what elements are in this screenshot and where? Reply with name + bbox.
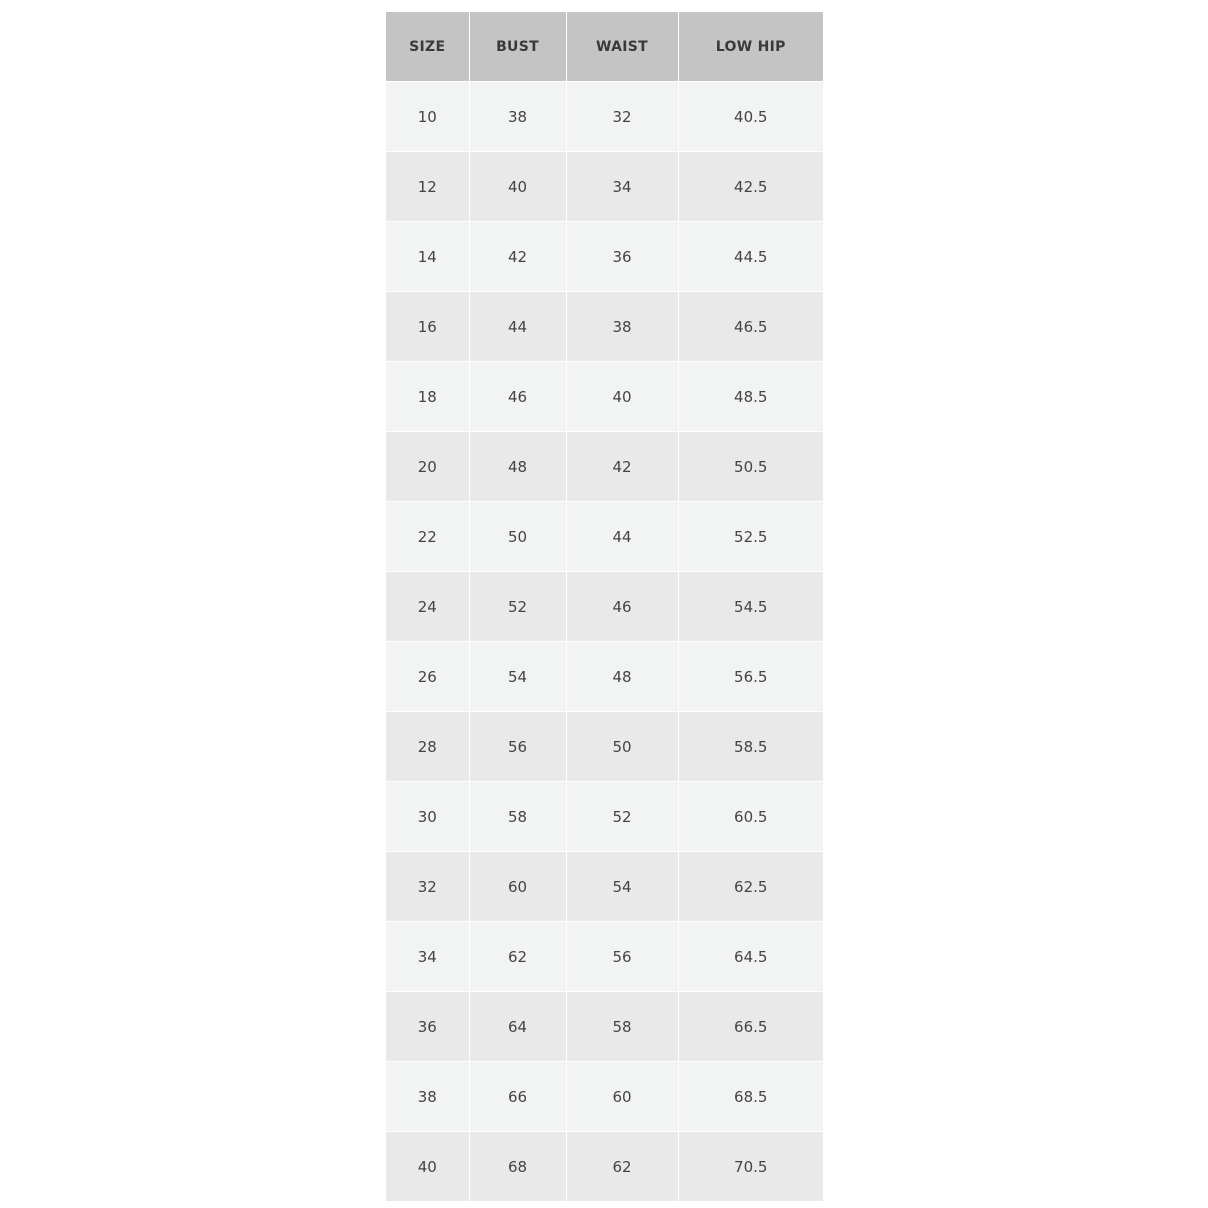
cell-bust: 56 — [469, 712, 566, 782]
cell-bust: 52 — [469, 572, 566, 642]
table-row — [386, 782, 823, 852]
cell-size: 28 — [386, 712, 469, 782]
header-bust: BUST — [469, 12, 566, 82]
cell-low-hip: 40.5 — [678, 82, 823, 152]
cell-waist: 44 — [566, 502, 678, 572]
cell-size: 26 — [386, 642, 469, 712]
cell-waist: 40 — [566, 362, 678, 432]
cell-low-hip: 60.5 — [678, 782, 823, 852]
cell-size: 30 — [386, 782, 469, 852]
cell-bust: 42 — [469, 222, 566, 292]
cell-bust: 44 — [469, 292, 566, 362]
table-row — [386, 572, 823, 642]
cell-bust: 48 — [469, 432, 566, 502]
table-row — [386, 152, 823, 222]
cell-waist: 56 — [566, 922, 678, 992]
table-row — [386, 922, 823, 992]
table-body — [386, 82, 823, 1202]
cell-size: 24 — [386, 572, 469, 642]
cell-bust: 58 — [469, 782, 566, 852]
header-waist: WAIST — [566, 12, 678, 82]
cell-low-hip: 50.5 — [678, 432, 823, 502]
cell-bust: 68 — [469, 1132, 566, 1202]
table-row — [386, 362, 823, 432]
cell-waist: 32 — [566, 82, 678, 152]
cell-size: 20 — [386, 432, 469, 502]
cell-waist: 60 — [566, 1062, 678, 1132]
cell-low-hip: 68.5 — [678, 1062, 823, 1132]
table-header — [386, 12, 823, 82]
cell-waist: 50 — [566, 712, 678, 782]
cell-size: 14 — [386, 222, 469, 292]
cell-waist: 42 — [566, 432, 678, 502]
cell-low-hip: 54.5 — [678, 572, 823, 642]
table-row — [386, 712, 823, 782]
cell-size: 38 — [386, 1062, 469, 1132]
cell-size: 32 — [386, 852, 469, 922]
cell-bust: 66 — [469, 1062, 566, 1132]
cell-bust: 50 — [469, 502, 566, 572]
cell-low-hip: 56.5 — [678, 642, 823, 712]
size-chart-table — [386, 12, 823, 1202]
table-row — [386, 852, 823, 922]
table-row — [386, 292, 823, 362]
cell-bust: 64 — [469, 992, 566, 1062]
table-row — [386, 502, 823, 572]
cell-size: 12 — [386, 152, 469, 222]
cell-low-hip: 46.5 — [678, 292, 823, 362]
cell-low-hip: 44.5 — [678, 222, 823, 292]
cell-waist: 62 — [566, 1132, 678, 1202]
cell-bust: 40 — [469, 152, 566, 222]
table-row — [386, 992, 823, 1062]
cell-low-hip: 62.5 — [678, 852, 823, 922]
header-low-hip: LOW HIP — [678, 12, 823, 82]
cell-waist: 34 — [566, 152, 678, 222]
cell-size: 10 — [386, 82, 469, 152]
cell-size: 18 — [386, 362, 469, 432]
cell-size: 22 — [386, 502, 469, 572]
cell-bust: 46 — [469, 362, 566, 432]
cell-size: 40 — [386, 1132, 469, 1202]
cell-bust: 62 — [469, 922, 566, 992]
cell-waist: 36 — [566, 222, 678, 292]
cell-waist: 38 — [566, 292, 678, 362]
cell-low-hip: 42.5 — [678, 152, 823, 222]
cell-low-hip: 70.5 — [678, 1132, 823, 1202]
cell-waist: 54 — [566, 852, 678, 922]
cell-size: 36 — [386, 992, 469, 1062]
cell-low-hip: 48.5 — [678, 362, 823, 432]
table-row — [386, 82, 823, 152]
table-row — [386, 1062, 823, 1132]
header-row — [386, 12, 823, 82]
cell-low-hip: 58.5 — [678, 712, 823, 782]
cell-bust: 54 — [469, 642, 566, 712]
cell-bust: 60 — [469, 852, 566, 922]
cell-bust: 38 — [469, 82, 566, 152]
cell-low-hip: 64.5 — [678, 922, 823, 992]
cell-waist: 58 — [566, 992, 678, 1062]
cell-waist: 52 — [566, 782, 678, 852]
cell-waist: 46 — [566, 572, 678, 642]
table-row — [386, 642, 823, 712]
table-row — [386, 432, 823, 502]
cell-low-hip: 66.5 — [678, 992, 823, 1062]
table-row — [386, 1132, 823, 1202]
cell-waist: 48 — [566, 642, 678, 712]
cell-low-hip: 52.5 — [678, 502, 823, 572]
cell-size: 16 — [386, 292, 469, 362]
header-size: SIZE — [386, 12, 469, 82]
cell-size: 34 — [386, 922, 469, 992]
table-row — [386, 222, 823, 292]
